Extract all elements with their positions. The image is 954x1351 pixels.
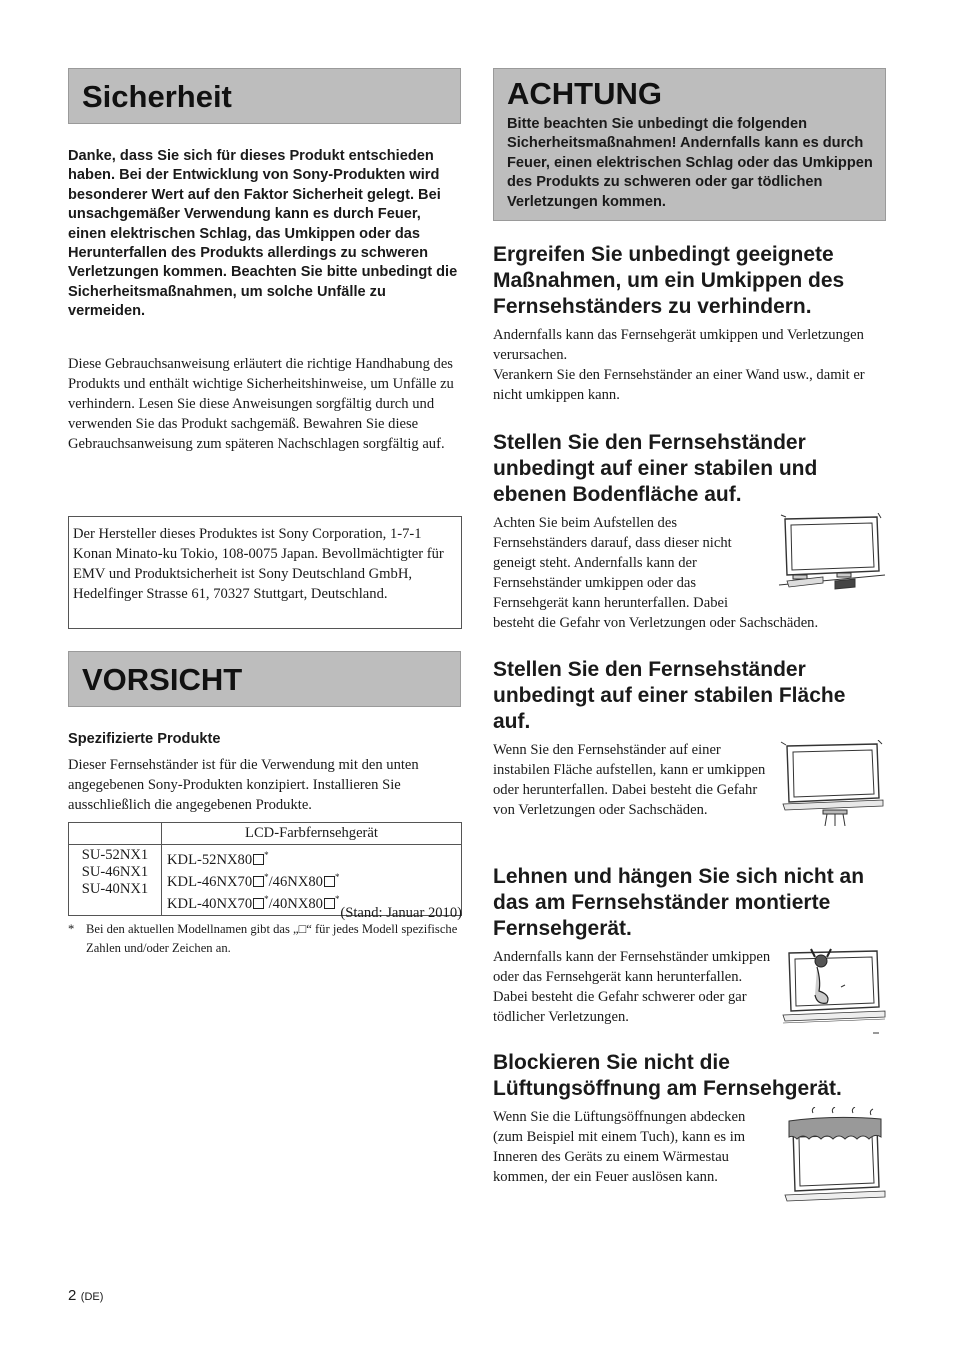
achtung-banner [493,68,886,221]
section-heading: Lehnen und hängen Sie sich nicht an das am Fernsehständer montierte Fernsehgerät. [493,865,865,940]
section-no-hanging [493,864,887,1039]
sicherheit-title: Sicherheit [82,79,232,114]
vorsicht-body-text: Dieser Fernsehständer ist für die Verwendung mit den unten angegebenen Sony-Produkten konzipiert. Installieren Sie ausschließlich die angegebenen Produkte. [68,757,419,813]
section-text: Andernfalls kann der Fernsehständer umkippen oder das Fernsehgerät kann herunterfallen. Dabei besteht die Gefahr schwerer oder gar tödlicher Verletzungen. [493,949,771,1025]
models-table [68,822,462,916]
footnote-mark: * [68,922,75,936]
section-text: Verankern Sie den Fernsehständer an einer Wand usw., damit er nicht umkippen kann. [493,367,865,403]
placeholder-square-icon [253,876,264,887]
tv-model-name: KDL-52NX80 [167,851,253,868]
sicherheit-intro-text: Danke, dass Sie sich für dieses Produkt entschieden haben. Bei der Entwicklung von Sony-Produkten wird besonderer Wert auf den Faktor Sicherheit gelegt. Bei unsachgemäßer Verwendung kann es durch Feuer, einen elektrischen Schlag, das Umkippen oder das Herunterfallen des Produkts allerdings zu schweren Verletzungen kommen. Beachten Sie bitte unbedingt die Sicherheitsmaßnahmen, um solche Unfälle zu vermeiden. [68,148,458,320]
section-text: Achten Sie beim Aufstellen des Fernsehständers darauf, dass dieser nicht geneigt steht. Andernfalls kann der Fernsehständer umkippen oder das Fernsehgerät kann herunterfallen. Dabei besteht die Gefahr von Verletzungen oder Sachschäden. [493,515,819,631]
stand-model: SU-46NX1 [81,864,149,880]
achtung-title: ACHTUNG [507,76,662,111]
sicherheit-banner [68,68,461,124]
table-header-cell: LCD-Farbfernsehgerät [162,823,462,845]
page-lang: (DE) [80,1291,104,1303]
sicherheit-body-text: Diese Gebrauchsanweisung erläutert die richtige Handhabung des Produkts und enthält wichtige Sicherheitshinweise, um Unfälle zu verhindern. Lesen Sie diese Anweisungen sorgfältig durch und verwenden Sie das Produkt sachgemäß. Bewahren Sie diese Gebrauchsanweisung zum späteren Nachschlagen sorgfältig auf. [68,356,454,452]
table-row [69,823,462,845]
page-number: 2 [68,1287,77,1304]
achtung-text: Bitte beachten Sie unbedingt die folgenden Sicherheitsmaßnahmen! Andernfalls kann es durch Feuer, einen elektrischen Schlag oder das Umkippen des Produkts zu schweren oder gar tödlichen Verletzungen kommen. [507,116,873,210]
placeholder-square-icon [324,876,335,887]
specified-products-heading: Spezifizierte Produkte [68,731,221,747]
asterisk-mark: * [264,893,269,904]
asterisk-mark: * [264,871,269,882]
stand-note: (Stand: Januar 2010) [340,905,462,921]
placeholder-square-icon [253,854,264,865]
section-level-floor [493,430,887,633]
tv-unstable-surface-illustration [779,740,887,826]
models-table-wrap [68,822,462,916]
section-text: Andernfalls kann das Fernsehgerät umkippen und Verletzungen verursachen. [493,327,864,363]
page-footer [68,1287,103,1305]
tv-model-name: KDL-46NX70 [167,873,253,890]
asterisk-mark: * [334,871,340,882]
person-hanging-on-tv-illustration [781,947,887,1037]
vorsicht-body [68,755,461,815]
asterisk-mark: * [264,850,269,860]
footnote-text: Bei den aktuellen Modellnamen gibt das „□“ für jedes Modell spezifische Zahlen und/oder Zeichen an. [86,922,458,955]
stand-model: SU-52NX1 [81,847,149,863]
table-cell-empty [69,823,162,845]
section-ventilation [493,1050,887,1205]
section-anti-tip [493,242,887,405]
section-heading: Stellen Sie den Fernsehständer unbedingt auf einer stabilen und ebenen Bodenfläche auf. [493,431,818,506]
asterisk-mark: * [334,893,340,904]
section-heading: Blockieren Sie nicht die Lüftungsöffnung am Fernsehgerät. [493,1051,842,1100]
section-heading: Stellen Sie den Fernsehständer unbedingt auf einer stabilen Fläche auf. [493,658,846,733]
section-text: Wenn Sie den Fernsehständer auf einer instabilen Fläche aufstellen, kann er umkippen oder herunterfallen. Dabei besteht die Gefahr von Verletzungen oder Sachschäden. [493,742,766,818]
tv-model-name: KDL-40NX70 [167,895,253,912]
tv-tilted-floor-illustration [777,513,887,597]
manufacturer-text: Der Hersteller dieses Produktes ist Sony Corporation, 1-7-1 Konan Minato-ku Tokio, 108-0075 Japan. Bevollmächtigter für EMV und Produktsicherheit ist Sony Deutschland GmbH, Hedelfinger Strasse 61, 70327 Stuttgart, Deutschland. [73,526,444,602]
section-heading: Ergreifen Sie unbedingt geeignete Maßnahmen, um ein Umkippen des Fernsehständers zu verhindern. [493,243,845,318]
section-text: Wenn Sie die Lüftungsöffnungen abdecken (zum Beispiel mit einem Tuch), kann es im Inneren des Geräts zu einem Wärmestau kommen, der ein Feuer auslösen kann. [493,1109,746,1185]
manufacturer-box [68,516,462,629]
footnote [68,920,462,958]
tv-model [167,847,456,869]
section-stable-surface [493,657,887,828]
tv-model-name: /46NX80 [268,873,323,890]
tv-covered-vents-illustration [783,1107,887,1203]
stand-model: SU-40NX1 [81,881,149,897]
sicherheit-intro [68,147,461,322]
tv-model-name: /40NX80 [268,895,323,912]
sicherheit-body [68,354,461,454]
tv-model [167,869,456,891]
vorsicht-banner [68,651,461,707]
vorsicht-title: VORSICHT [82,662,243,697]
